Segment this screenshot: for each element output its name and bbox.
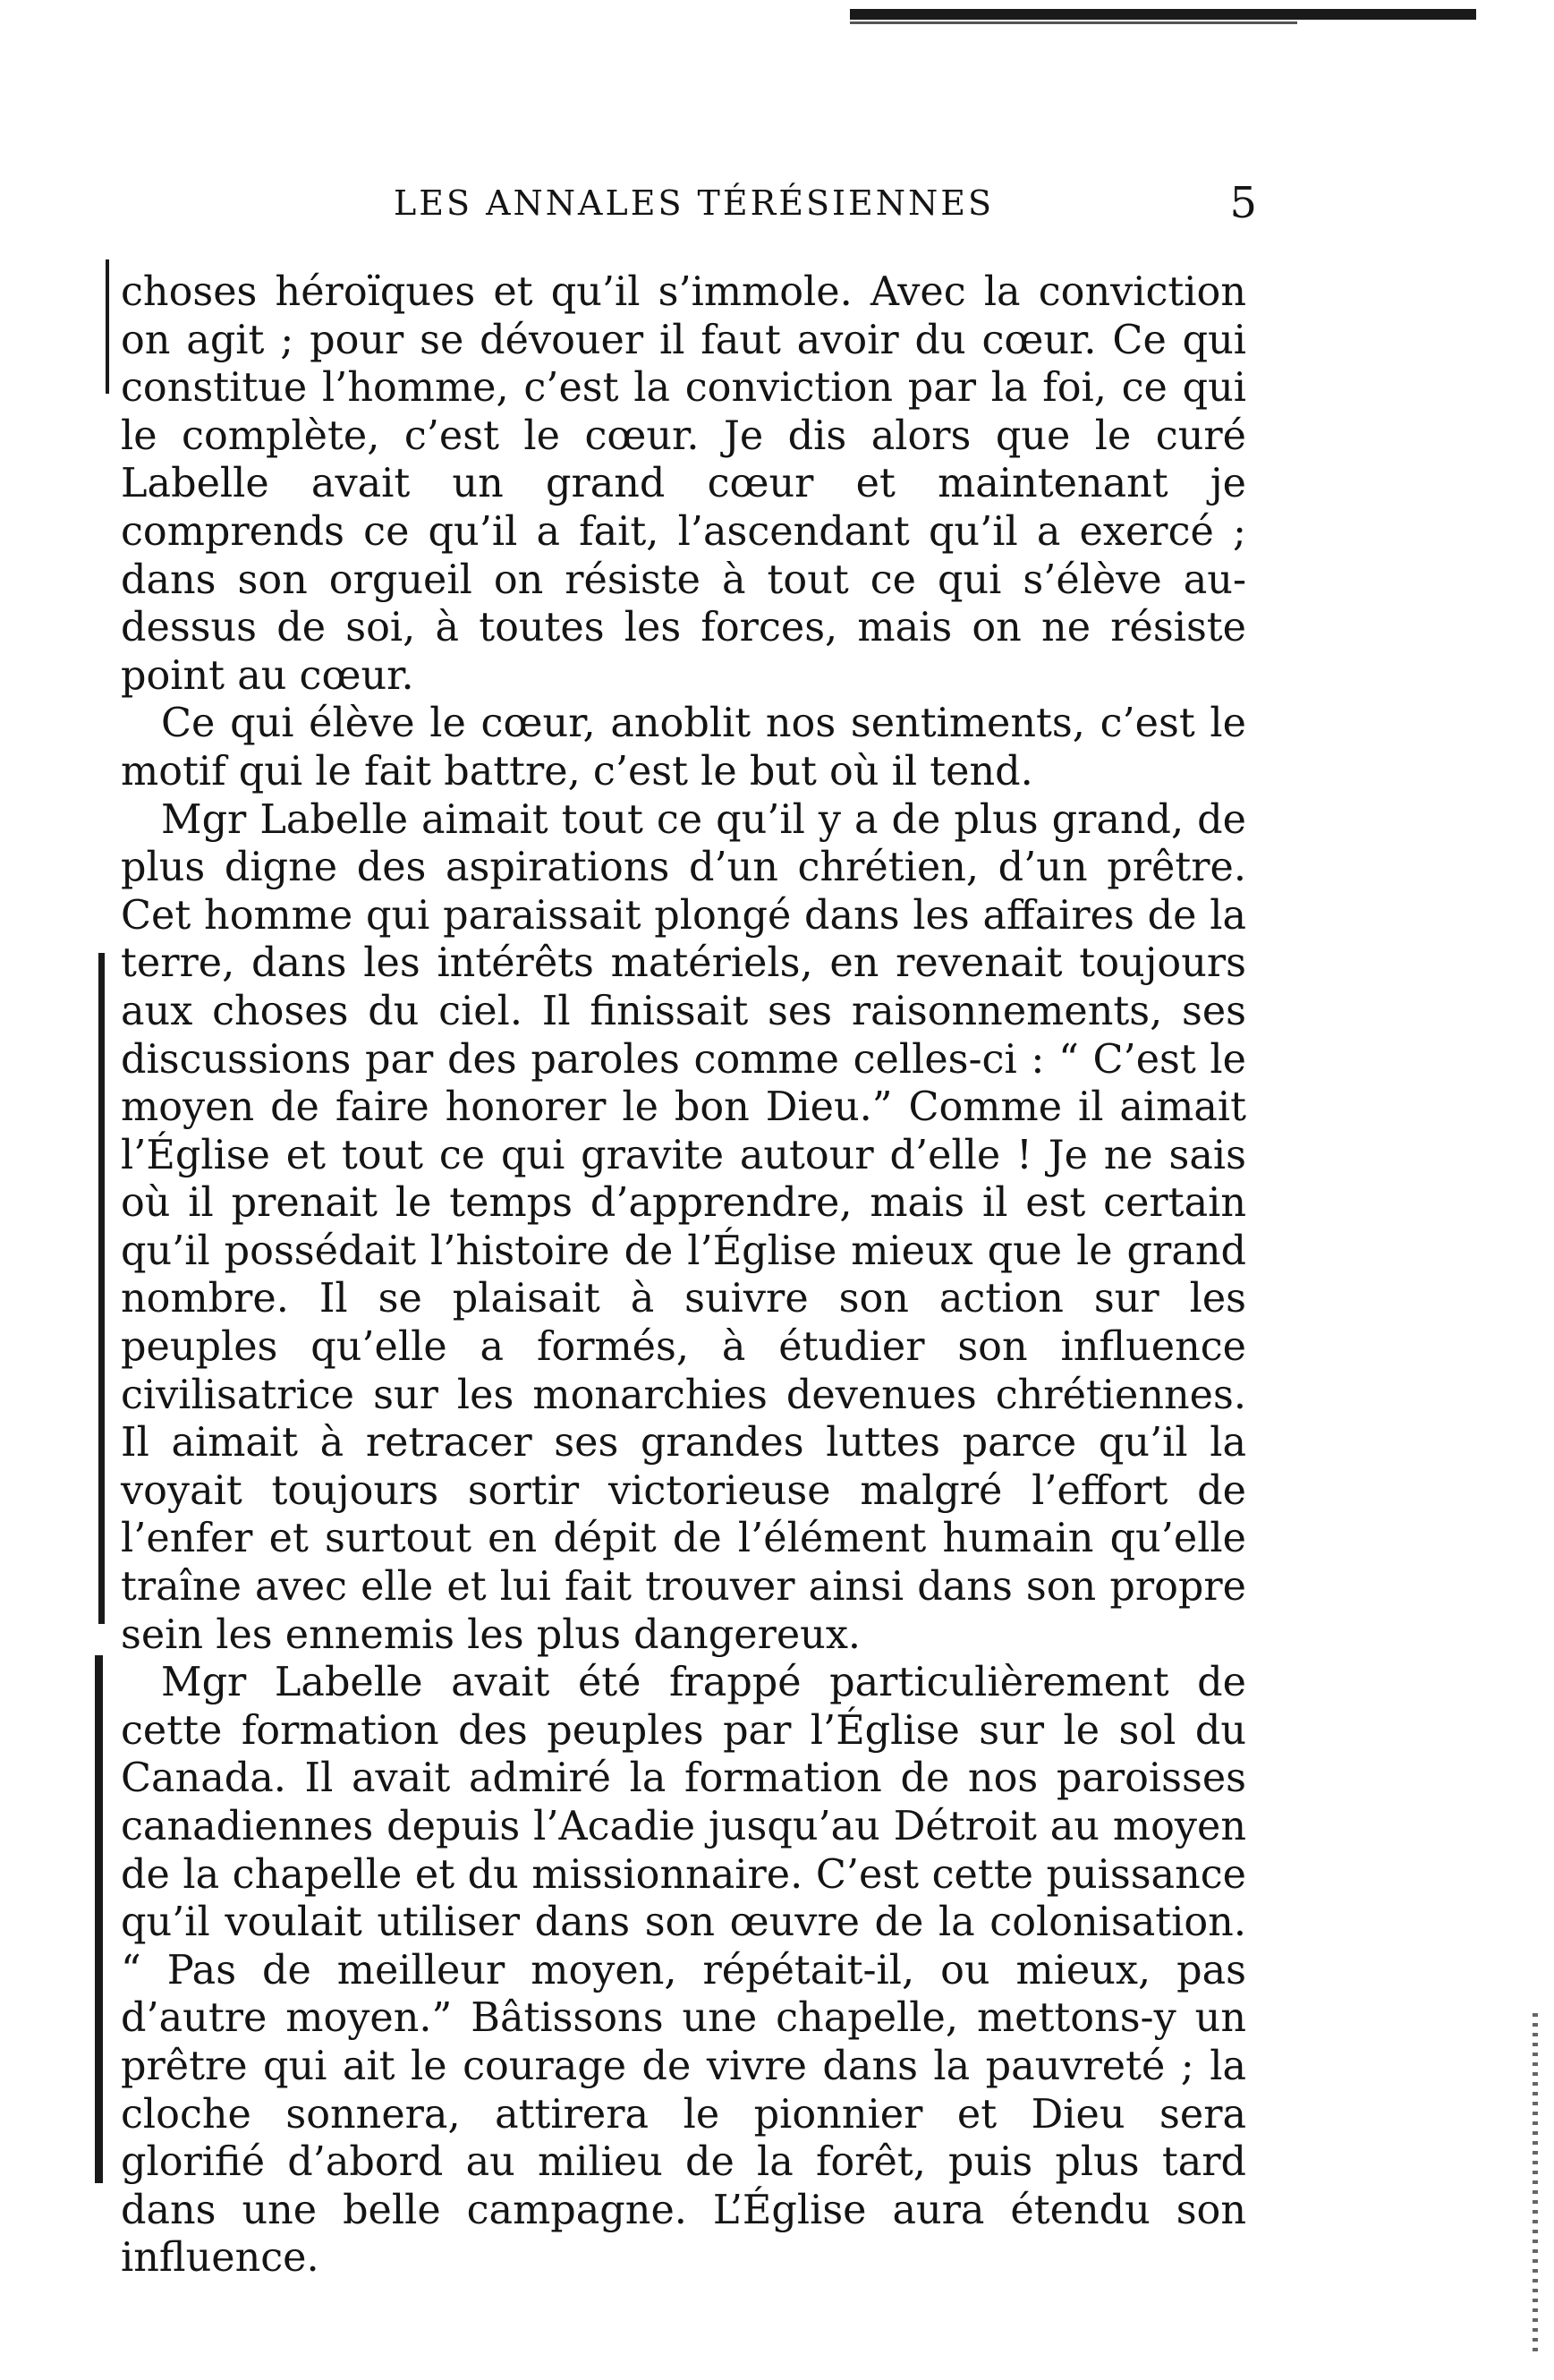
top-scan-rule — [850, 9, 1476, 20]
margin-scan-bar — [98, 953, 105, 1624]
paragraph: choses héroïques et qu’il s’immole. Avec la conviction on agit ; pour se dévouer il faut avoir du cœur. Ce qui constitue l’homme, c’est la conviction par la foi, ce qui le complète, c’est le cœur. Je dis alors que le curé Labelle avait un grand cœur et maintenant je comprends ce qu’il a fait, l’ascendant qu’il a exercé ; dans son orgueil on résiste à tout ce qui s’élève au-dessus de soi, à toutes les forces, mais on ne résiste point au cœur. — [121, 269, 1246, 699]
page-header — [358, 178, 1257, 237]
page-number: 5 — [1229, 178, 1257, 228]
running-title: LES ANNALES TÉRÉSIENNES — [394, 183, 995, 223]
body-text — [121, 268, 1246, 2282]
edge-scan-marks — [1533, 2013, 1538, 2353]
paragraph: Mgr Labelle aimait tout ce qu’il y a de plus grand, de plus digne des aspirations d’un chrétien, d’un prêtre. Cet homme qui paraissait plongé dans les affaires de la terre, dans les intérêts matériels, en revenait toujours aux choses du ciel. Il finissait ses raisonnements, ses discussions par des paroles comme celles-ci : “ C’est le moyen de faire honorer le bon Dieu.” Comme il aimait l’Église et tout ce qui gravite autour d’elle ! Je ne sais où il prenait le temps d’apprendre, mais il est certain qu’il possédait l’histoire de l’Église mieux que le grand nombre. Il se plaisait à suivre son action sur les peuples qu’elle a formés, à étudier son influence civilisatrice sur les monarchies devenues chrétiennes. Il aimait à retracer ses grandes luttes parce qu’il la voyait toujours sortir victorieuse malgré l’effort de l’enfer et surtout en dépit de l’élément humain qu’elle traîne avec elle et lui fait trouver ainsi dans son propre sein les ennemis les plus dangereux. — [121, 796, 1246, 1658]
paragraph: Ce qui élève le cœur, anoblit nos sentiments, c’est le motif qui le fait battre, c’est le but où il tend. — [121, 701, 1246, 795]
margin-scan-bar — [95, 1655, 103, 2183]
margin-scan-bar — [106, 259, 109, 394]
top-scan-rule-thin — [850, 21, 1297, 24]
paragraph: Mgr Labelle avait été frappé particulièrement de cette formation des peuples par l’Église sur le sol du Canada. Il avait admiré la formation de nos paroisses canadiennes depuis l’Acadie jusqu’au Détroit au moyen de la chapelle et du missionnaire. C’est cette puissance qu’il voulait utiliser dans son œuvre de la colonisation. “ Pas de meilleur moyen, répétait-il, ou mieux, pas d’autre moyen.” Bâtissons une chapelle, mettons-y un prêtre qui ait le courage de vivre dans la pauvreté ; la cloche sonnera, attirera le pionnier et Dieu sera glorifié d’abord au milieu de la forêt, puis plus tard dans une belle campagne. L’Église aura étendu son influence. — [121, 1660, 1246, 2282]
